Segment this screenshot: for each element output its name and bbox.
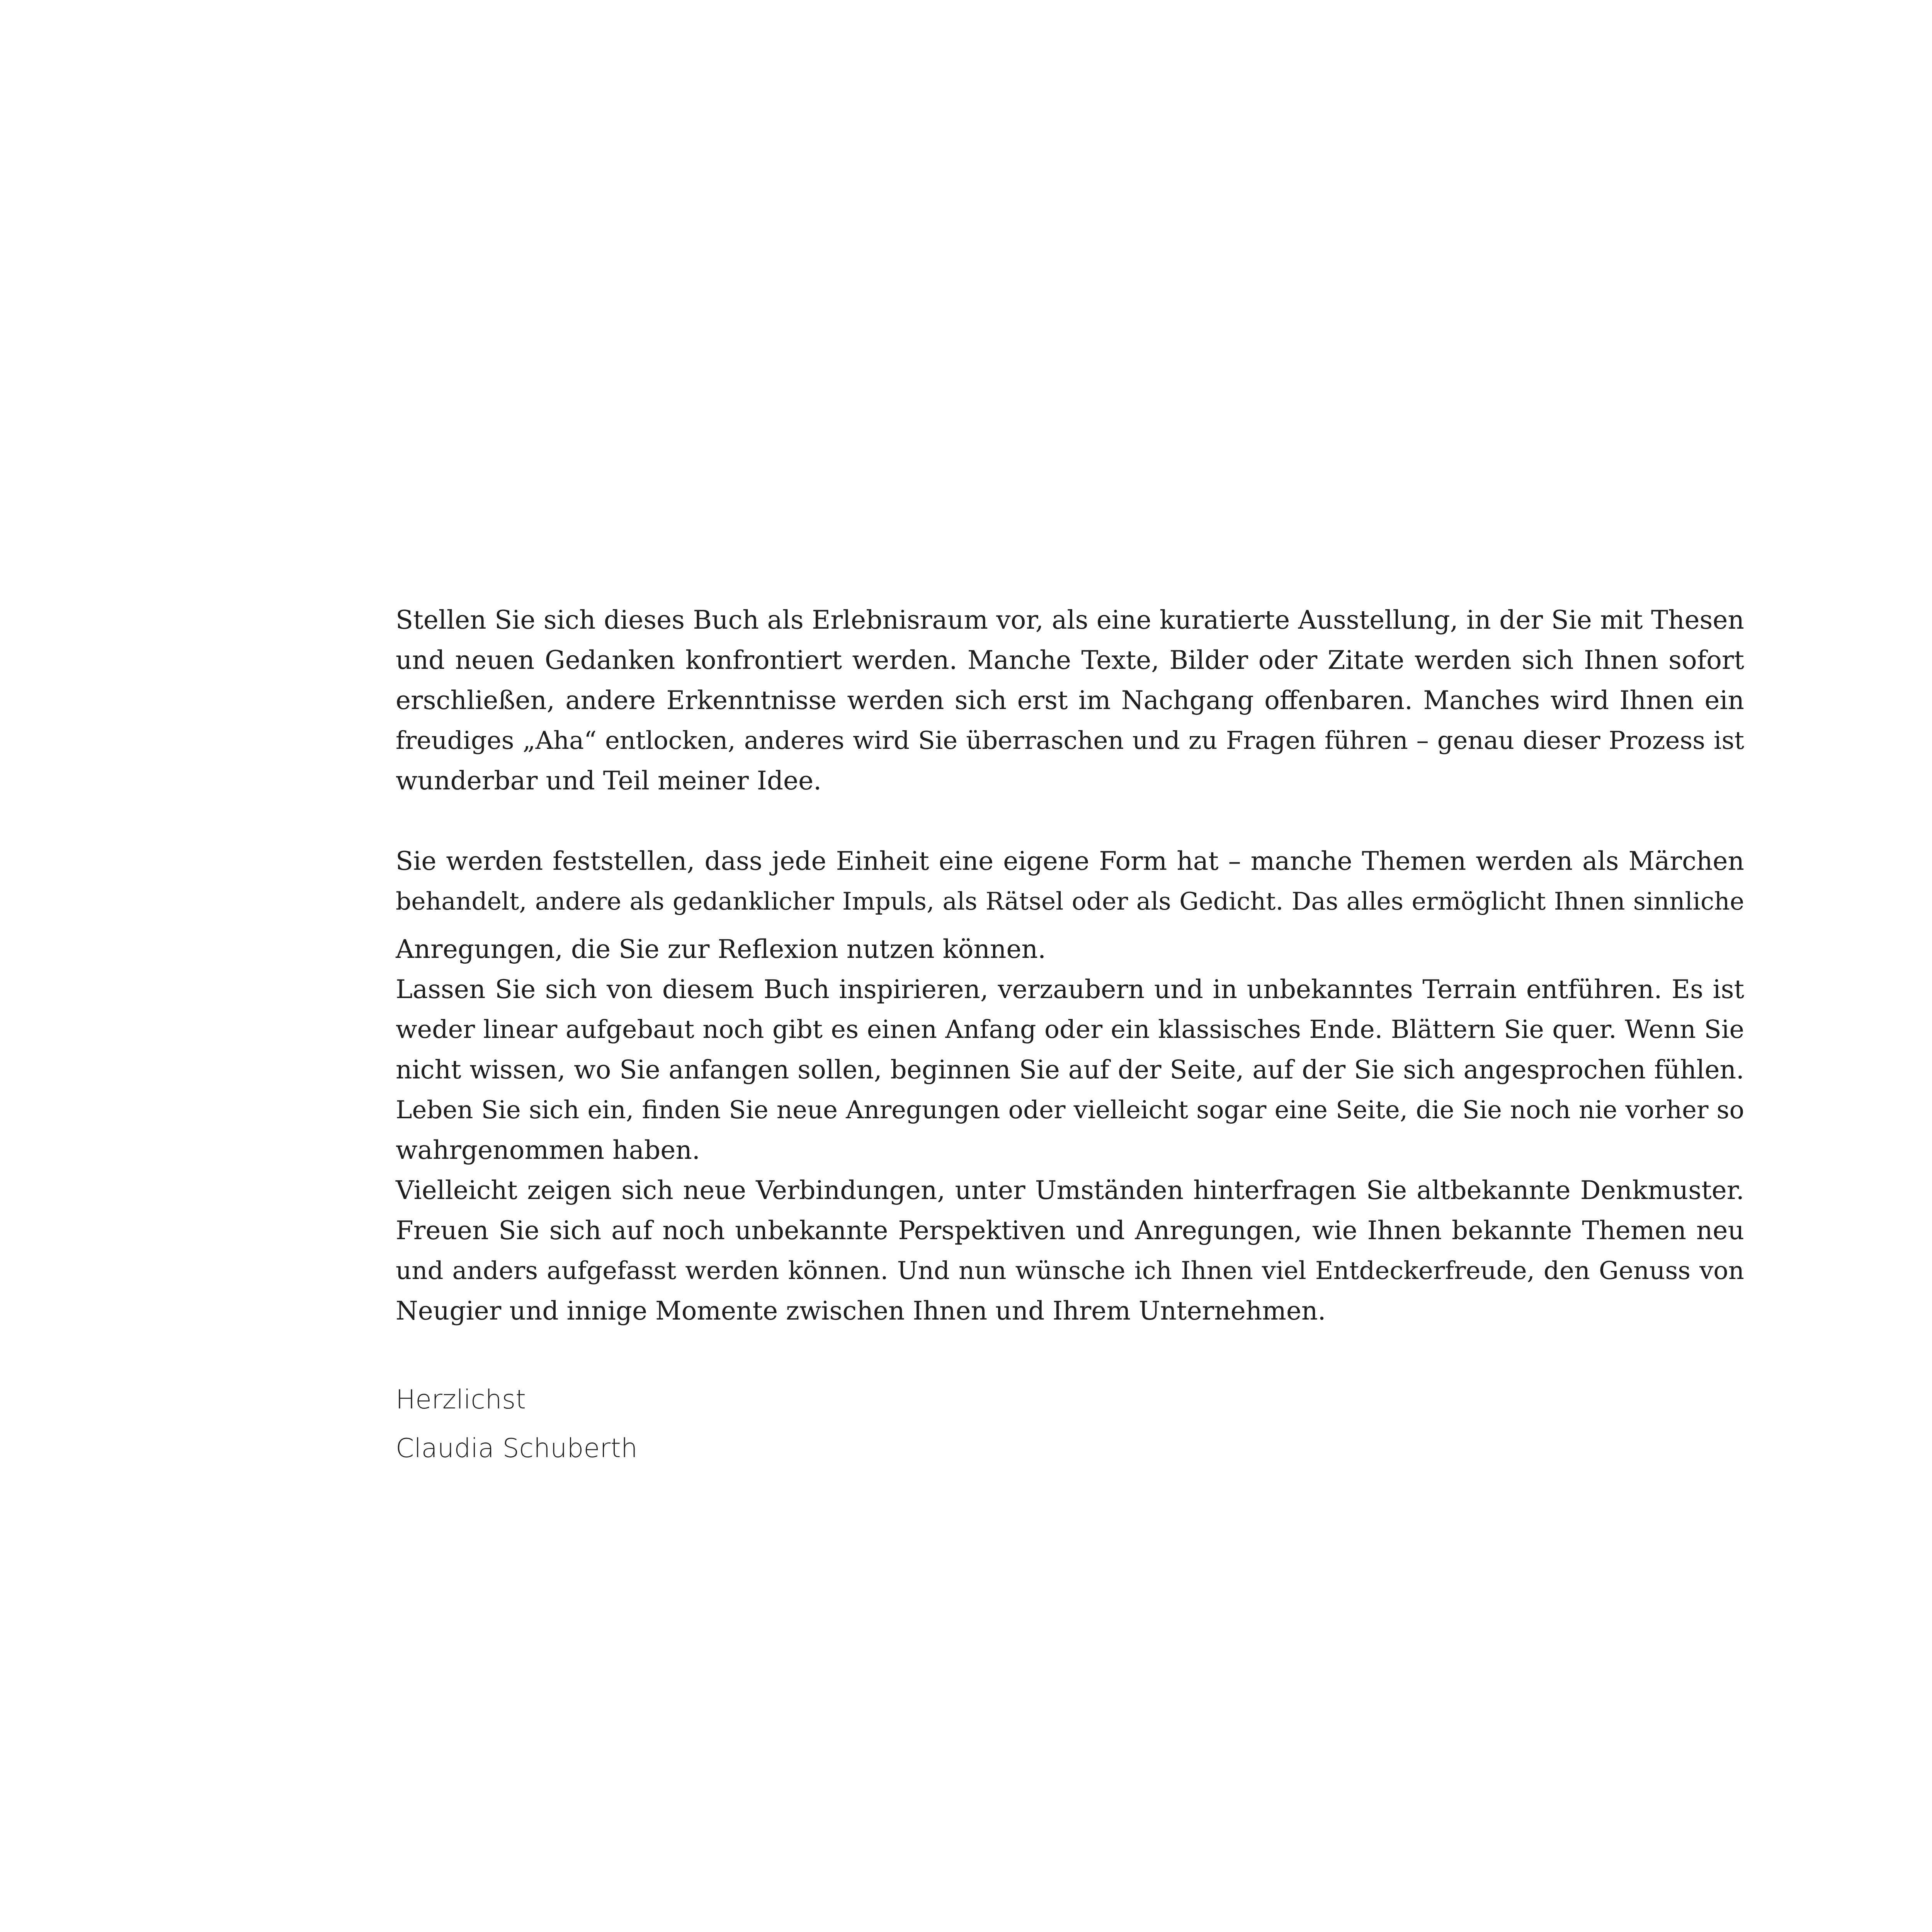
line-spacer — [396, 922, 1744, 929]
text-line: Sie werden feststellen, dass jede Einheit eine eigene Form hat – manche Themen werden als Märchen — [396, 846, 1744, 876]
text-line: Lassen Sie sich von diesem Buch inspirieren, verzaubern und in unbekanntes Terrain entführen. Es ist — [396, 975, 1744, 1004]
text-line: und neuen Gedanken konfrontiert werden. Manche Texte, Bilder oder Zitate werden sich Ihnen sofort — [396, 645, 1744, 675]
letter-body — [396, 600, 1744, 1331]
text-line: wunderbar und Teil meiner Idee. — [396, 766, 822, 796]
text-line: und anders aufgefasst werden können. Und nun wünsche ich Ihnen viel Entdeckerfreude, den Genuss von — [396, 1257, 1744, 1285]
text-line: behandelt, andere als gedanklicher Impuls, als Rätsel oder als Gedicht. Das alles ermöglicht Ihnen sinnliche — [396, 887, 1744, 915]
text-line: freudiges „Aha“ entlocken, anderes wird Sie überraschen und zu Fragen führen – genau dieser Prozess ist — [396, 726, 1744, 755]
text-line: erschließen, andere Erkenntnisse werden sich erst im Nachgang offenbaren. Manches wird Ihnen ein — [396, 685, 1744, 715]
text-line: nicht wissen, wo Sie anfangen sollen, beginnen Sie auf der Seite, auf der Sie sich angesprochen fühlen. — [396, 1055, 1744, 1085]
paragraph-forms — [396, 841, 1744, 969]
text-line: Vielleicht zeigen sich neue Verbindungen, unter Umständen hinterfragen Sie altbekannte Denkmuster. — [396, 1175, 1744, 1205]
paragraph-connections — [396, 1170, 1744, 1331]
text-line: Freuen Sie sich auf noch unbekannte Perspektiven und Anregungen, wie Ihnen bekannte Themen neu — [396, 1216, 1744, 1245]
text-line: Anregungen, die Sie zur Reflexion nutzen können. — [396, 934, 1046, 964]
text-line: Leben Sie sich ein, finden Sie neue Anregungen oder vielleicht sogar eine Seite, die Sie noch nie vorher so — [396, 1096, 1744, 1124]
text-line: weder linear aufgebaut noch gibt es einen Anfang oder ein klassisches Ende. Blättern Sie quer. Wenn Sie — [396, 1015, 1744, 1044]
paragraph-spacer — [396, 801, 1744, 841]
author-signature: Claudia Schuberth — [396, 1433, 638, 1464]
letter-closing — [396, 1376, 937, 1473]
paragraph-intro — [396, 600, 1744, 801]
text-line: Neugier und innige Momente zwischen Ihnen und Ihrem Unternehmen. — [396, 1296, 1326, 1326]
paragraph-inspiration — [396, 969, 1744, 1170]
closing-phrase: Herzlichst — [396, 1384, 526, 1415]
text-line: wahrgenommen haben. — [396, 1135, 700, 1165]
text-line: Stellen Sie sich dieses Buch als Erlebnisraum vor, als eine kuratierte Ausstellung, in der Sie mit Thesen — [396, 605, 1744, 635]
